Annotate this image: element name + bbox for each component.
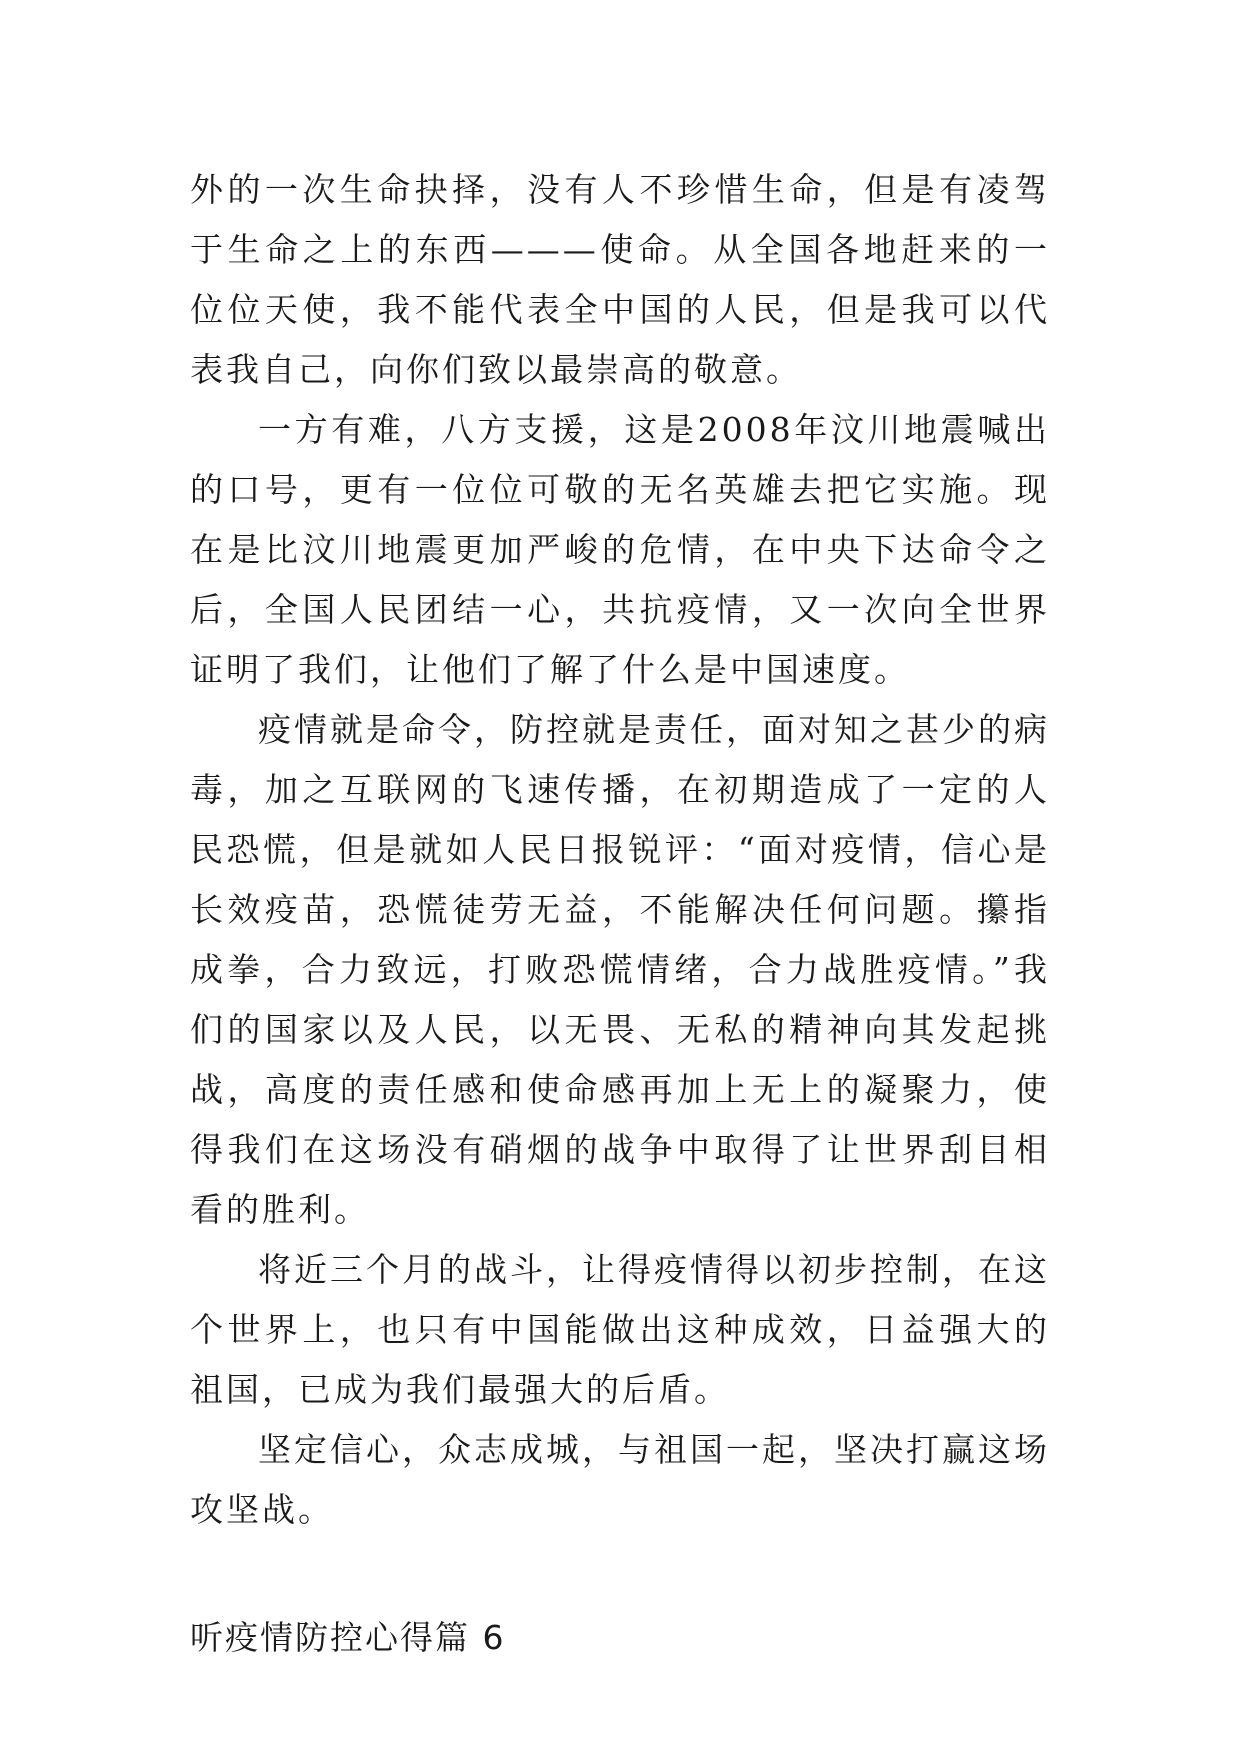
paragraph: 将近三个月的战斗，让得疫情得以初步控制，在这个世界上，也只有中国能做出这种成效，日益强大的祖国，已成为我们最强大的后盾。 xyxy=(190,1250,1050,1409)
paragraph: 坚定信心，众志成城，与祖国一起，坚决打赢这场攻坚战。 xyxy=(190,1430,1050,1529)
section-heading: 听疫情防控心得篇 6 xyxy=(190,1618,506,1657)
paragraph-continuation: 外的一次生命抉择，没有人不珍惜生命，但是有凌驾于生命之上的东西———使命。从全国各地赶来的一位位天使，我不能代表全中国的人民，但是我可以代表我自己，向你们致以最崇高的敬意。 xyxy=(190,170,1050,389)
paragraph: 一方有难，八方支援，这是2008年汶川地震喊出的口号，更有一位位可敬的无名英雄去把它实施。现在是比汶川地震更加严峻的危情，在中央下达命令之后，全国人民团结一心，共抗疫情，又一次向全世界证明了我们，让他们了解了什么是中国速度。 xyxy=(190,410,1050,689)
paragraph: 疫情就是命令，防控就是责任，面对知之甚少的病毒，加之互联网的飞速传播，在初期造成了一定的人民恐慌，但是就如人民日报锐评：“面对疫情，信心是长效疫苗，恐慌徒劳无益，不能解决任何问题。攥指成拳，合力致远，打败恐慌情绪，合力战胜疫情。”我们的国家以及人民，以无畏、无私的精神向其发起挑战，高度的责任感和使命感再加上无上的凝聚力，使得我们在这场没有硝烟的战争中取得了让世界刮目相看的胜利。 xyxy=(190,710,1050,1229)
document-body xyxy=(190,160,1050,1668)
